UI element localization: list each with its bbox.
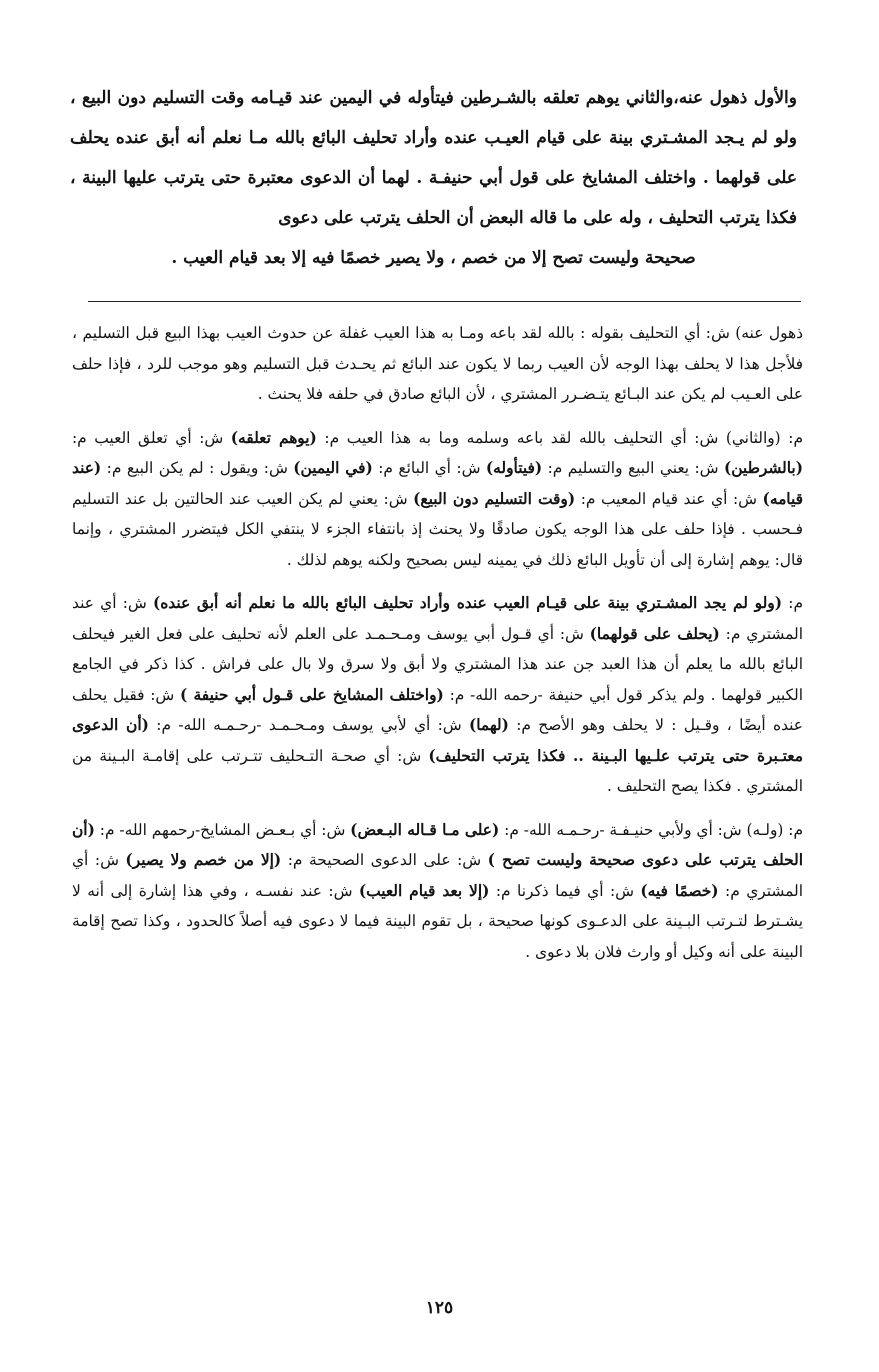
commentary-block: [72, 318, 803, 980]
commentary-text: ش: أي عند المشتري م:: [72, 594, 804, 643]
commentary-paragraph-3: [72, 588, 803, 802]
matn-quote: (بالشرطين): [723, 459, 803, 477]
commentary-text: م: (والثاني) ش: أي التحليف بالله لقد باعه وسلمه وما به هذا العيب م:: [316, 428, 803, 447]
commentary-text: ش: أي المشتري م:: [72, 851, 803, 900]
commentary-text: ش: يعني البيع والتسليم م:: [542, 459, 724, 477]
matn-quote: (وقت التسليم دون البيع): [413, 489, 576, 508]
commentary-text: ش: أي لأبي يوسف ومـحـمـد -رحـمـه الله- م:: [148, 716, 469, 734]
matn-quote: (يوهم تعلقه): [230, 428, 317, 447]
matn-quote: (ولو لم يجد المشـتري بينة على قيـام العيب عنده وأراد تحليف البائع بالله ما نعلم أنه أبق عنده): [152, 594, 783, 612]
commentary-text: ش: أي فيما ذكرنا م:: [489, 881, 641, 900]
main-text-last-line: صحيحة وليست تصح إلا من خصم ، ولا يصير خصمًا فيه إلا بعد قيام العيب .: [171, 248, 696, 268]
matn-quote: (على مـا قـاله البـعض): [350, 820, 500, 839]
commentary-text: ش: أي عند قيام المعيب م:: [575, 489, 763, 508]
commentary-text: ش: أي قـول أبي يوسف ومـحـمـد على العلم لأنه تحليف على فعل الغير فيحلف البائع بالله ما يعلم أن هذا العبد جن عند هذا المشتري ولا أبق ولا سرق ولا بال على فراش . كذا ذكر في الجامع الكبير قولهما . ولم يذكر قول أبي حنيفة -رحمه الله- م:: [72, 624, 803, 704]
matn-quote: (إلا بعد قيام العيب): [358, 881, 490, 900]
commentary-text: ش: يعني لم يكن العيب عند الحالتين بل عند التسليم فـحسب . فإذا حلف على هذا الوجه يكون صادقًا ولا يحنث إذ بانتفاء الجزء لا ينتفي الكل فيتضرر المشتري ، وإنما قال: يوهم إشارة إلى أن تأويل البائع ذلك في يمينه ليس بصحيح ولكنه يوهم لذلك .: [72, 489, 803, 569]
main-text-paragraph: والأول ذهول عنه،والثاني يوهم تعلقه بالشـرطين فيتأوله في اليمين عند قيـامه وقت التسليم دون البيع ، ولو لم يـجد المشـتري بينة على قيام العيـب عنده وأراد تحليف البائع بالله مـا نعلم أنه أبق عنده يحلف على قولهما . واختلف المشايخ على قول أبي حنيفـة . لهما أن الدعوى معتبرة حتى يترتب عليها البينة ، فكذا يترتب التحليف ، وله على ما قاله البعض أن الحلف يترتب على دعوى: [70, 88, 797, 228]
commentary-text: ش: أي البائع م:: [372, 459, 486, 477]
commentary-text: ش: أي صحـة التـحليف تتـرتب على إقامـة البـينة من المشتري . فكذا يصح التحليف .: [72, 746, 803, 795]
commentary-text: ش: أي تعلق العيب م:: [72, 428, 231, 447]
commentary-text: ش: فقيل يحلف عنده أيضًا ، وقـيل : لا يحلف وهو الأصح م:: [72, 685, 803, 734]
commentary-text: م:: [782, 594, 803, 612]
matn-quote: (أن الحلف يترتب على دعوى صحيحة وليست تصح ): [72, 820, 803, 869]
commentary-text: ش: ويقول : لم يكن البيع م:: [101, 459, 294, 477]
commentary-text: ش: عند نفسـه ، وفي هذا إشارة إلى أنه لا يشـترط لتـرتب البـينة على الدعـوى كونها صحيحة ، بل تقوم البينة فيما لا دعوى فيه أصلاً كالحدود ، وكذا تصح إقامة البينة على أنه وكيل أو وارث فلان بلا دعوى .: [72, 881, 803, 961]
footnote-divider: [88, 301, 801, 302]
matn-quote: (عند قيامه): [72, 459, 803, 508]
commentary-text: م: (ولـه) ش: أي ولأبي حنيـفـة -رحـمـه الله- م:: [499, 820, 803, 839]
matn-quote: (يحلف على قولهما): [589, 624, 720, 643]
commentary-paragraph-4: [72, 815, 803, 968]
matn-quote: (لهما): [468, 716, 509, 734]
matn-quote: (خصمًا فيه): [640, 881, 719, 900]
matn-quote: (أن الدعوى معتـبرة حتى يترتب علـيها البـينة .. فكذا يترتب التحليف): [72, 716, 803, 765]
matn-quote: (في اليمين): [293, 459, 373, 477]
commentary-paragraph-1: ذهول عنه) ش: أي التحليف بقوله : بالله لقد باعه ومـا به هذا العيب غفلة عن حدوث العيب بهذا البيع قبل التسليم ، فلأجل هذا لا يحلف بهذا الوجه لأن العيب ربما لا يكون عند البائع ثم يحـدث قبل التسليم وهو موجب للرد ، فإذا حلف على العـيب لم يكن عند البـائع يتـضـرر المشتري ، لأن البائع صادق في حلفه فلا يحنث .: [72, 324, 803, 403]
commentary-text: ش: أي بـعـض المشايخ-رحمهم الله- م:: [94, 820, 351, 839]
commentary-paragraph-2: [72, 423, 803, 576]
matn-quote: (واختلف المشايخ على قـول أبي حنيفة ): [180, 685, 444, 704]
matn-quote: (إلا من خصم ولا يصير): [125, 851, 282, 869]
page-number: ١٢٥: [425, 1298, 454, 1318]
commentary-text: ش: على الدعوى الصحيحة م:: [281, 851, 488, 869]
main-text-block: [70, 78, 797, 278]
matn-quote: (فيتأوله): [485, 459, 543, 477]
